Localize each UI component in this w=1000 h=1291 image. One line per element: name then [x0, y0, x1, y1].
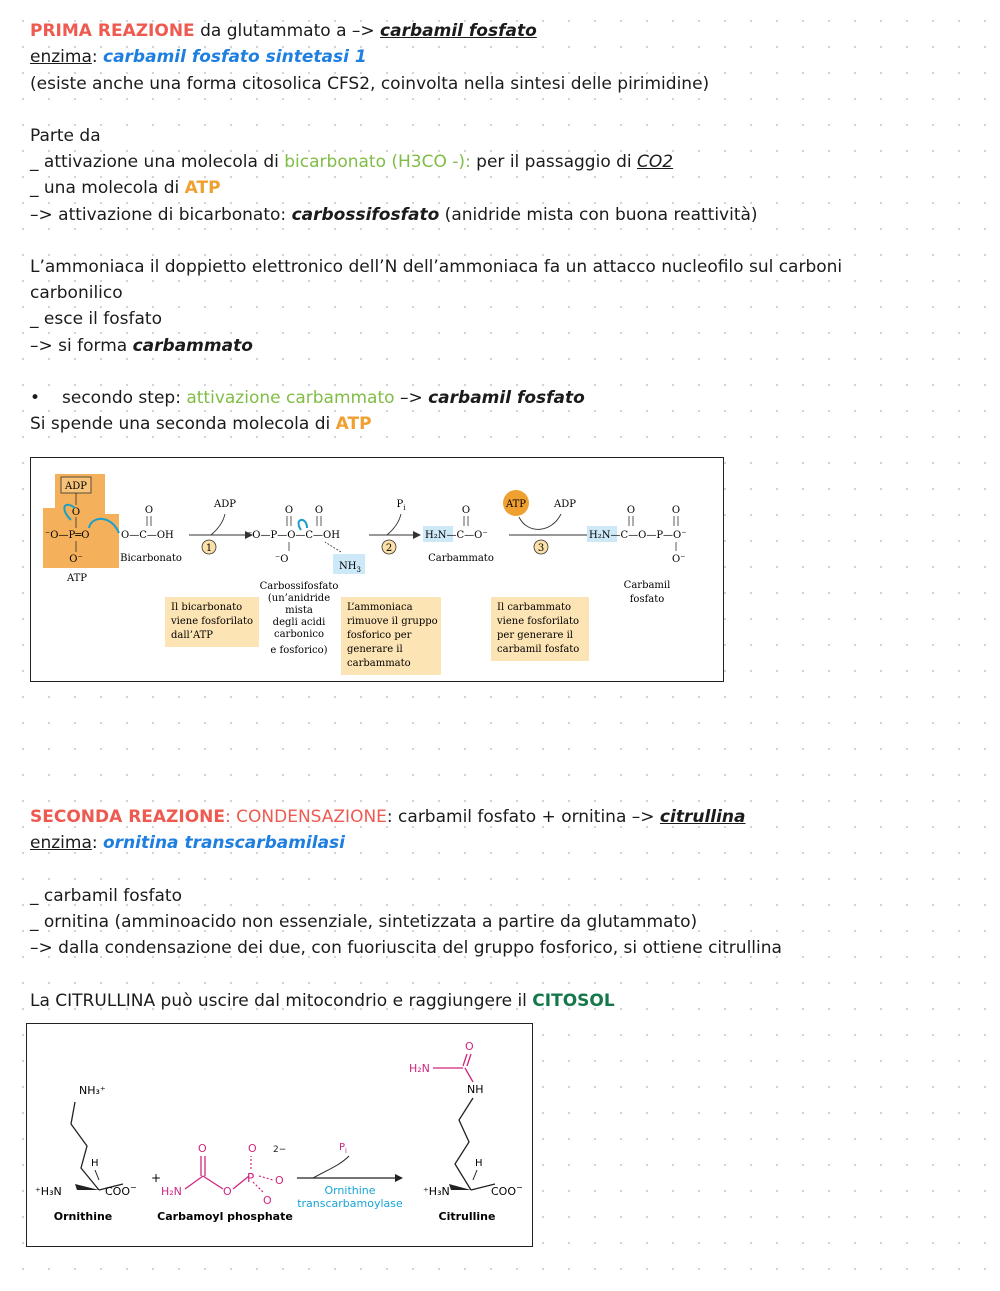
- r1-step-line: [30, 387, 585, 409]
- carboxyphosphate-o: ⁻O: [275, 554, 289, 565]
- svg-text:Carbossifosfato: Carbossifosfato: [259, 581, 339, 592]
- r1-line3: [30, 204, 758, 226]
- r1-l3-c: (anidride mista con buona reattività): [439, 205, 758, 225]
- r1-p2-l4: [30, 335, 253, 357]
- svg-text:P: P: [247, 1171, 255, 1185]
- r2-citrullina-line: [30, 990, 615, 1012]
- atp-circle-label: ATP: [505, 499, 527, 510]
- r1-colon: :: [91, 47, 103, 67]
- r1-carbammato: carbammato: [132, 336, 253, 356]
- r2-condensazione: CONDENSAZIONE: [236, 807, 387, 827]
- plus-sign: +: [151, 1171, 162, 1185]
- svg-text:e fosforico): e fosforico): [270, 645, 328, 656]
- svg-text:O: O: [223, 1185, 232, 1198]
- atp-label: ATP: [66, 573, 88, 584]
- svg-text:H₂N: H₂N: [161, 1185, 182, 1198]
- r2-cit-a: La CITRULLINA può uscire dal mitocondrio e raggiungere il: [30, 991, 533, 1011]
- bullet-icon: •: [30, 388, 41, 408]
- svg-text:mista: mista: [285, 605, 313, 616]
- figure-carbamil-synthesis: [30, 457, 724, 682]
- r1-l1-c: per il passaggio di: [470, 152, 638, 172]
- reaction-scheme-2: [27, 1024, 532, 1246]
- svg-text:NH₃⁺: NH₃⁺: [79, 1084, 106, 1097]
- svg-text:viene fosforilato: viene fosforilato: [497, 616, 580, 627]
- svg-text:O: O: [275, 1174, 284, 1187]
- svg-text:carbamil fosfato: carbamil fosfato: [497, 644, 580, 655]
- svg-text:generare il: generare il: [347, 644, 403, 655]
- r1-step-a: secondo step:: [62, 388, 187, 408]
- svg-text:per generare il: per generare il: [497, 630, 573, 641]
- r1-parte-da: Parte da: [30, 126, 101, 146]
- r2-product: citrullina: [659, 807, 746, 827]
- citrulline-label: Citrulline: [438, 1210, 496, 1223]
- ornithine-label: Ornithine: [53, 1210, 113, 1223]
- citrulline-structure: [409, 1040, 523, 1198]
- svg-text:dall’ATP: dall’ATP: [171, 630, 214, 641]
- r1-title: PRIMA REAZIONE: [30, 21, 195, 41]
- r1-l2-a: _ una molecola di: [30, 178, 185, 198]
- r1-spend-atp: ATP: [335, 414, 372, 434]
- pi-label: $P_i$: [396, 499, 406, 512]
- r1-step-b: attivazione carbammato: [186, 388, 395, 408]
- r2-l1: _ carbamil fosfato: [30, 886, 182, 906]
- r1-bicarbonato: bicarbonato (H3CO -):: [284, 152, 471, 172]
- atp-phosphate: ⁻O—P═O: [45, 530, 90, 541]
- svg-text:O: O: [144, 505, 154, 516]
- svg-text:NH: NH: [467, 1083, 484, 1096]
- svg-text:⁺H₃N: ⁺H₃N: [35, 1185, 62, 1198]
- r1-carbossifosfato: carbossifosfato: [291, 205, 440, 225]
- r2-enzyme: ornitina transcarbamilasi: [103, 833, 346, 853]
- nh3-label: $NH_3$: [339, 561, 361, 574]
- step-1-label: 1: [205, 543, 213, 554]
- r2-citosol: CITOSOL: [532, 991, 615, 1011]
- r2-colon1: :: [225, 807, 237, 827]
- atp-o1: O: [71, 507, 81, 518]
- svg-text:H: H: [91, 1158, 99, 1169]
- figure-citrulline-synthesis: [26, 1023, 533, 1247]
- carbamil-label-2: fosfato: [629, 594, 665, 605]
- carbamate-structure: H₂N—C—O⁻: [425, 530, 488, 541]
- r1-p2-l3: _ esce il fosfato: [30, 309, 162, 329]
- r1-spend-a: Si spende una seconda molecola di: [30, 414, 336, 434]
- r1-p2-l1: L’ammoniaca il doppietto elettronico dell’N dell’ammoniaca fa un attacco nucleofilo sul carboni: [30, 257, 843, 277]
- r1-spend-line: [30, 413, 372, 435]
- bicarbonate-structure: O—C—OH: [121, 530, 174, 541]
- svg-text:O: O: [465, 1040, 474, 1053]
- svg-text:⁺H₃N: ⁺H₃N: [423, 1185, 450, 1198]
- bicarbonato-label: Bicarbonato: [120, 553, 182, 564]
- electron-arrow-3: [299, 520, 307, 530]
- svg-text:fosforico per: fosforico per: [347, 630, 412, 641]
- svg-text:O: O: [263, 1194, 272, 1207]
- r1-enzyme-line: [30, 46, 367, 68]
- svg-text:H₂N: H₂N: [409, 1062, 430, 1075]
- svg-text:carbammato: carbammato: [347, 658, 411, 669]
- adp-out-label-2: ADP: [554, 499, 576, 510]
- adp-box-label: ADP: [65, 481, 87, 492]
- svg-text:O: O: [248, 1142, 257, 1155]
- r2-enzyme-line: [30, 832, 345, 854]
- atp-o2: O⁻: [69, 554, 83, 565]
- reaction-scheme-1: [31, 458, 723, 681]
- svg-text:viene fosforilato: viene fosforilato: [171, 616, 254, 627]
- ornithine-coo: COO−: [105, 1183, 137, 1198]
- svg-text:O: O: [626, 505, 636, 516]
- svg-text:(un’anidride: (un’anidride: [267, 593, 331, 604]
- pi-release-label: $P_i$: [339, 1142, 347, 1155]
- svg-text:carbonico: carbonico: [273, 629, 325, 640]
- svg-text:H: H: [475, 1158, 483, 1169]
- step-2-label: 2: [385, 543, 393, 554]
- r1-enzyme-label: enzima: [30, 47, 92, 67]
- r2-l3: –> dalla condensazione dei due, con fuoriuscita del gruppo fosforico, si ottiene citrullina: [30, 938, 782, 958]
- svg-text:O: O: [198, 1142, 207, 1155]
- svg-text:O: O: [284, 505, 294, 516]
- svg-text:rimuove il gruppo: rimuove il gruppo: [347, 616, 438, 627]
- carbamoyl-phosphate-structure: H₂N—C—O—P—O⁻: [589, 530, 687, 541]
- r1-l1-a: _ attivazione una molecola di: [30, 152, 285, 172]
- r1-title-rest: da glutammato a –>: [194, 21, 381, 41]
- svg-text:degli acidi: degli acidi: [272, 617, 326, 628]
- r1-line2: [30, 177, 221, 199]
- citrulline-coo: COO−: [491, 1183, 523, 1198]
- ornithine-structure: [35, 1084, 137, 1198]
- r1-atp: ATP: [184, 178, 221, 198]
- enzyme-label-1: Ornithine: [324, 1184, 376, 1197]
- carboxyphosphate-structure: ⁻O—P—O—C—OH: [247, 530, 340, 541]
- carbamoyl-label: Carbamoyl phosphate: [157, 1210, 293, 1223]
- r1-product: carbamil fosfato: [380, 21, 537, 41]
- r1-line1: [30, 151, 673, 173]
- r2-rest: : carbamil fosfato + ornitina –>: [386, 807, 660, 827]
- carbammato-label: Carbammato: [428, 553, 494, 564]
- r1-title-line: [30, 20, 537, 42]
- svg-text:Il bicarbonato: Il bicarbonato: [171, 602, 243, 613]
- r1-l3-a: –> attivazione di bicarbonato:: [30, 205, 292, 225]
- r2-title-line: [30, 806, 746, 828]
- r2-colon: :: [91, 833, 103, 853]
- carbossifosfato-caption: [260, 581, 339, 656]
- r1-enzyme: carbamil fosfato sintetasi 1: [103, 47, 367, 67]
- svg-text:O: O: [671, 505, 681, 516]
- r1-co2: CO2: [637, 152, 674, 172]
- r1-note: (esiste anche una forma citosolica CFS2, coinvolta nella sintesi delle pirimidine): [30, 74, 710, 94]
- r1-p2-l2: carbonilico: [30, 283, 123, 303]
- svg-text:Il carbammato: Il carbammato: [497, 602, 571, 613]
- r1-step-c: –>: [394, 388, 429, 408]
- svg-text:L’ammoniaca: L’ammoniaca: [347, 602, 413, 613]
- svg-text:O: O: [314, 505, 324, 516]
- carbamoyl-phosphate-structure: [161, 1142, 287, 1207]
- r1-step-d: carbamil fosfato: [428, 388, 585, 408]
- svg-text:O: O: [461, 505, 471, 516]
- phosphate-charge: 2−: [273, 1145, 287, 1155]
- carbamil-label-1: Carbamil: [623, 580, 671, 591]
- r1-p2-l4-a: –> si forma: [30, 336, 133, 356]
- carbamoyl-phosphate-o: O⁻: [672, 554, 686, 565]
- adp-out-label: ADP: [214, 499, 236, 510]
- r2-enzyme-label: enzima: [30, 833, 92, 853]
- r2-title: SECONDA REAZIONE: [30, 807, 226, 827]
- step-3-label: 3: [537, 543, 545, 554]
- r2-l2: _ ornitina (amminoacido non essenziale, sintetizzata a partire da glutammato): [30, 912, 698, 932]
- enzyme-label-2: transcarbamoylase: [297, 1197, 403, 1210]
